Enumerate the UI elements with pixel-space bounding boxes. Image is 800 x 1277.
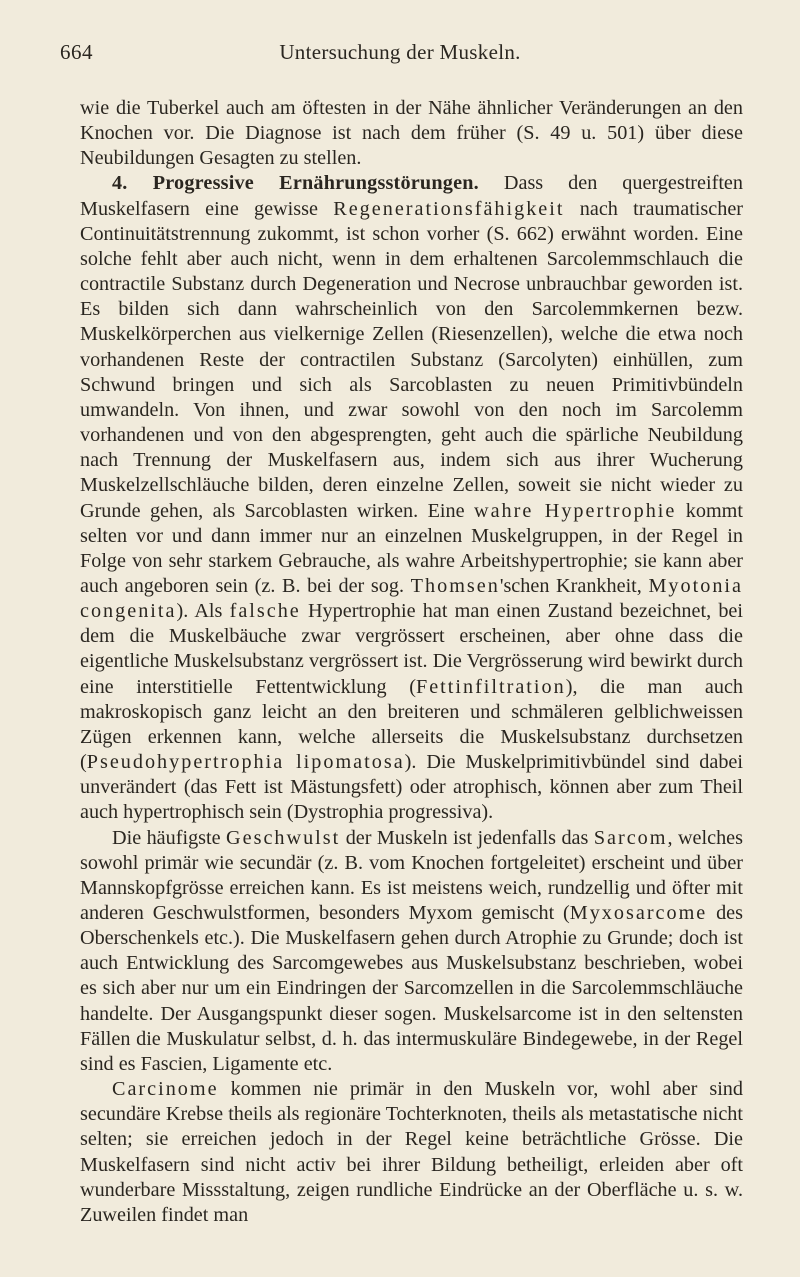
text-run: kommt selten vor und dann immer nur an einzelnen Muskelgruppen, in der Regel in Folge von sehr starkem Gebrauche, als wahre Arbeitshypertrophie; sie kann aber auch angeboren sein (z. B. bei der sog. (80, 499, 743, 597)
paragraph (80, 826, 743, 1078)
running-head: Untersuchung der Muskeln. (279, 40, 521, 64)
text-run: 'schen Krankheit, (499, 574, 649, 597)
text-run: Hypertrophie hat man einen Zustand bezeichnet, bei dem die Muskelbäuche zwar vergrössert erscheinen, aber ohne dass die eigentliche Muskelsubstanz vergrössert ist. Die Vergrösserung wird bewirkt durch eine interstitielle Fettentwicklung ( (80, 600, 743, 698)
page-number: 664 (60, 40, 93, 64)
spaced-term: Myxosarcome (569, 902, 708, 924)
text-run: Die häufigste (112, 826, 227, 849)
paragraph (80, 1077, 743, 1228)
text-run: der Muskeln ist jedenfalls das (340, 826, 594, 849)
text-run: ), die man auch makroskopisch ganz leicht an den breiteren und schmäleren gelblichweissen Zügen erkennen kann, welche allerseits die Muskelsubstanz durchsetzen ( (80, 675, 744, 774)
spaced-term: Geschwulst (226, 826, 341, 849)
text-run: ). Als (176, 600, 230, 623)
spaced-term: Fettinfiltration (415, 675, 566, 698)
text-run: wie die Tuberkel auch am öftesten in der Nähe ähnlicher Veränderungen an den Knochen vor. Die Diagnose ist nach dem früher (S. 49 u. 501) über diese Neubildungen Gesagten zu stellen. (80, 97, 743, 170)
spaced-term: Pseudohypertrophia lipomatosa (86, 751, 405, 774)
text-run: des Oberschenkels etc.). Die Muskelfasern gehen durch Atrophie zu Grunde; doch ist auch Entwicklung des Sarcomgewebes aus Muskelsubstanz beschrieben, wobei es sich aber nur um ein Eindringen der Sarcomzellen in die Sarcolemmschläuche handelte. Der Ausgangspunkt dieser sogen. Muskelsarcome ist in den seltensten Fällen die Muskulatur selbst, d. h. das intermuskuläre Bindegewebe, in der Regel sind es Fascien, Ligamente etc. (80, 902, 743, 1075)
spaced-term: falsche (229, 600, 301, 623)
text-run: kommen nie primär in den Muskeln vor, wohl aber sind secundäre Krebse theils als regionäre Tochterknoten, theils als metastatische nicht selten; sie erreichen jedoch in der Regel keine beträchtliche Grösse. Die Muskelfasern sind nicht activ bei ihrer Bildung betheiligt, erleiden aber oft wunderbare Missstaltung, zeigen rundliche Eindrücke an der Oberfläche u. s. w. Zuweilen findet man (80, 1078, 743, 1226)
text-run: , welches sowohl primär wie secundär (z. B. vom Knochen fortgeleitet) erscheint und über Mannskopfgrösse erreichen kann. Es ist meistens weich, rundzellig und öfter mit anderen Geschwulstformen, besonders Myxom gemischt ( (80, 826, 743, 924)
text-run: Dass den quergestreiften Muskelfasern eine gewisse (80, 172, 743, 220)
spaced-term: Carcinome (112, 1078, 219, 1101)
spaced-term: wahre Hypertrophie (474, 499, 677, 522)
paragraph (80, 171, 743, 825)
body-text (80, 96, 743, 1228)
spaced-term: Regenerationsfähigkeit (333, 197, 565, 220)
spaced-term: Myotonia congenita (80, 574, 743, 623)
text-run: nach traumatischer Continuitätstrennung zukommt, ist schon vorher (S. 662) erwähnt worden. Eine solche fehlt aber auch nicht, wenn in dem erhaltenen Sarcolemmschlauch die contractile Substanz durch Degeneration und Necrose unbrauchbar geworden ist. Es bilden sich dann wahrscheinlich von den Sarcolemmkernen bezw. Muskelkörperchen aus vielkernige Zellen (Riesenzellen), welche die etwa noch vorhandenen Reste der contractilen Substanz (Sarcolyten) einhüllen, zum Schwund bringen und sich als Sarcoblasten zu neuen Primitivbündeln umwandeln. Von ihnen, und zwar sowohl von den noch im Sarcolemm vorhandenen und von den abgesprengten, geht auch die spärliche Neubildung nach Trennung der Muskelfasern aus, indem sich aus ihrer Wucherung Muskelzellschläuche bilden, deren einzelne Zellen, soweit sie nicht wieder zu Grunde gehen, als Sarcoblasten wirken. Eine (80, 197, 744, 522)
section-heading: 4. Progressive Ernährungsstörungen. (112, 172, 479, 195)
paragraph (80, 96, 743, 171)
text-run: ). Die Muskelprimitivbündel sind dabei unverändert (das Fett ist Mästungsfett) oder atrophisch, können aber zum Theil auch hypertrophisch sein (Dystrophia progressiva). (80, 751, 743, 824)
spaced-term: Thomsen (410, 574, 500, 597)
spaced-term: Sarcom (593, 826, 668, 849)
page-header (60, 40, 740, 70)
